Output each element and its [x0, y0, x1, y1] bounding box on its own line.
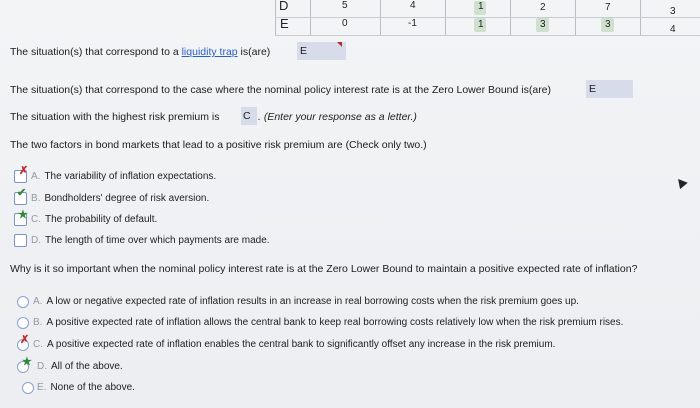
table-cell: 7: [605, 2, 611, 13]
incorrect-x-icon: ✗: [20, 334, 30, 346]
option-text: The variability of inflation expectations.: [44, 171, 217, 182]
option-letter: A.: [33, 296, 43, 307]
correct-star-icon: ★: [18, 209, 28, 221]
option-text: All of the above.: [51, 361, 123, 372]
table-divider: [575, 0, 576, 36]
question-positive-inflation: Why is it so important when the nominal policy interest rate is at the Zero Lower Bound to maintain a positive expected rate of inflation?: [10, 263, 638, 275]
option-text: A positive expected rate of inflation enables the central bank to significantly offset any increase in the risk premium.: [47, 339, 556, 350]
option-label: [37, 361, 123, 372]
option-letter: D.: [37, 361, 47, 372]
table-divider: [310, 0, 311, 36]
option-text: The length of time over which payments are made.: [45, 235, 270, 246]
option-text: A positive expected rate of inflation allows the central bank to keep real borrowing costs relatively low when the risk premium rises.: [46, 317, 624, 328]
radio-button[interactable]: [17, 317, 29, 329]
incorrect-x-icon: ✗: [19, 165, 29, 177]
correct-star-icon: ★: [22, 356, 32, 368]
table-cell: 2: [540, 2, 546, 13]
table-divider: [445, 0, 446, 36]
option-label: [37, 382, 135, 393]
dropdown-marker-icon: [337, 42, 342, 47]
option-text: Bondholders' degree of risk aversion.: [44, 193, 210, 204]
option-label: [33, 296, 579, 307]
answer-value: E: [300, 45, 308, 57]
option-label: [31, 235, 270, 246]
table-cell: 4: [670, 24, 676, 35]
question-zero-lower-bound: The situation(s) that correspond to the case where the nominal policy interest rate is at the Zero Lower Bound is(are): [10, 84, 552, 96]
correct-check-icon: ✔: [17, 187, 27, 199]
question-risk-premium: [10, 111, 220, 123]
option-letter: C.: [33, 339, 43, 350]
radio-button[interactable]: [22, 382, 34, 394]
question-bond-factors: The two factors in bond markets that lead to a positive risk premium are (Check only two.): [10, 139, 427, 151]
option-letter: C.: [31, 214, 41, 225]
table-divider: [510, 0, 511, 36]
option-text: The probability of default.: [45, 214, 158, 225]
radio-button[interactable]: [17, 296, 29, 308]
instruction-text: . (Enter your response as a letter.): [258, 111, 417, 123]
row-label-d: D: [279, 0, 289, 13]
question-text: is(are): [237, 46, 271, 58]
question-liquidity-trap: [10, 46, 270, 58]
scenario-table-fragment: [0, 0, 700, 36]
answer-field-zero-lower-bound[interactable]: [586, 80, 633, 98]
option-label: [31, 171, 216, 182]
table-cell: 3: [540, 19, 546, 30]
table-cell: 5: [342, 0, 348, 11]
row-label-e: E: [280, 16, 289, 31]
option-letter: A.: [31, 171, 41, 182]
option-letter: B.: [33, 317, 43, 328]
checkbox[interactable]: [14, 234, 27, 247]
table-row-divider: [275, 35, 700, 36]
liquidity-trap-link[interactable]: liquidity trap: [181, 46, 238, 58]
table-divider: [275, 0, 276, 36]
answer-value: E: [589, 83, 597, 95]
option-label: [33, 317, 623, 328]
mouse-cursor-icon: [674, 176, 687, 189]
option-letter: B.: [31, 193, 41, 204]
option-letter: D.: [31, 235, 41, 246]
table-cell: 1: [478, 1, 484, 12]
question-text: The situation(s) that correspond to a: [10, 46, 182, 58]
question-text: The situation with the highest risk premium is: [10, 111, 220, 123]
table-divider: [380, 0, 381, 36]
answer-value: C: [243, 110, 251, 122]
option-label: [31, 214, 157, 225]
table-divider: [640, 0, 641, 36]
table-cell: 3: [605, 19, 611, 30]
table-cell: 3: [670, 6, 676, 17]
option-label: [33, 339, 555, 350]
option-letter: E.: [37, 382, 47, 393]
table-cell: 4: [410, 0, 416, 11]
table-cell: 0: [342, 18, 348, 29]
option-text: A low or negative expected rate of inflation results in an increase in real borrowing costs when the risk premium goes up.: [46, 296, 579, 307]
table-cell: -1: [408, 18, 417, 29]
option-text: None of the above.: [50, 382, 135, 393]
option-label: [31, 193, 209, 204]
answer-field-risk-premium[interactable]: [241, 107, 257, 125]
table-cell: 1: [478, 19, 484, 30]
table-row-divider: [275, 17, 700, 18]
